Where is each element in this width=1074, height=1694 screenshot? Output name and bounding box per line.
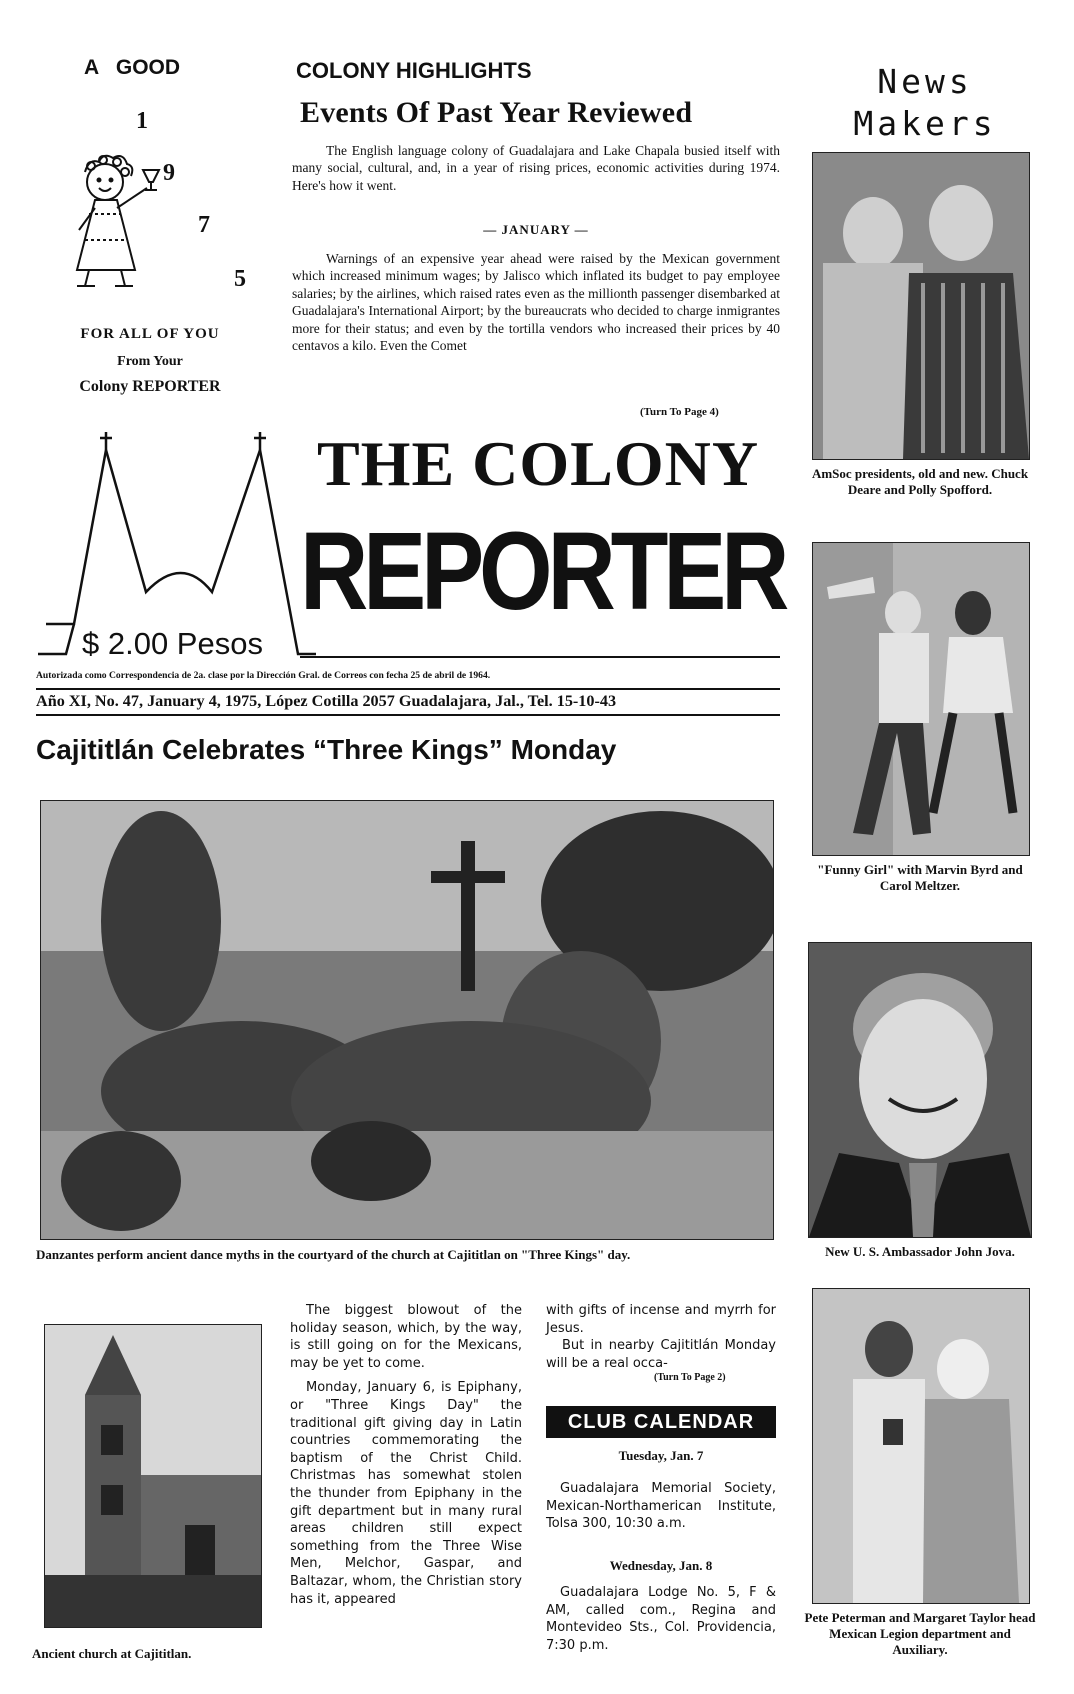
highlights-jump[interactable]: (Turn To Page 4) xyxy=(640,406,719,418)
highlights-kicker: COLONY HIGHLIGHTS xyxy=(296,58,532,83)
highlights-headline: Events Of Past Year Reviewed xyxy=(300,96,693,129)
lead-headline: Cajititlán Celebrates “Three Kings” Monday xyxy=(36,734,617,765)
funny-girl-photo xyxy=(812,542,1030,856)
calendar-item-2-text: Guadalajara Lodge No. 5, F & AM, called com., Regina and Montevideo Sts., Col. Providencia, 7:30 p.m. xyxy=(546,1585,776,1653)
year-digit-1: 1 xyxy=(136,108,148,134)
highlights-intro-text: The English language colony of Guadalajara and Lake Chapala busied itself with many social, cultural, and, in a year of rising prices, economic activities during 1974. Here's how it went. xyxy=(292,143,780,193)
news-maker-caption-4: Pete Peterman and Margaret Taylor head Mexican Legion department and Auxiliary. xyxy=(804,1610,1036,1657)
colony-reporter-greeting: Colony REPORTER xyxy=(79,378,221,395)
news-maker-caption-2: "Funny Girl" with Marvin Byrd and Carol Meltzer. xyxy=(817,862,1023,893)
masthead-rule xyxy=(300,656,780,658)
news-makers-title-2: Makers xyxy=(853,104,997,143)
highlights-month: — JANUARY — xyxy=(483,222,589,237)
good-year-heading: A GOOD xyxy=(84,56,181,79)
lead-column-2 xyxy=(546,1302,776,1372)
masthead-line2: REPORTER xyxy=(300,510,785,633)
dateline-rule-bottom xyxy=(36,714,780,716)
for-all-of-you: FOR ALL OF YOU xyxy=(80,326,220,342)
lead-para-1: The biggest blowout of the holiday season, which, by the way, is still going on for the Mexicans, may be yet to come. xyxy=(290,1303,522,1371)
lead-jump[interactable]: (Turn To Page 2) xyxy=(654,1372,726,1383)
price-label: $ 2.00 Pesos xyxy=(82,626,263,661)
lead-para-2: Monday, January 6, is Epiphany, or "Three Kings Day" the traditional gift giving day in Latin countries commemorating the baptism of the Christ Child. Christmas has somewhat stolen the thunder from Epiphany in the gift department but in many rural areas children still expect something from the Three Wise Men, Melchor, Gaspar, and Baltazar, whom, the Christian story has it, appeared xyxy=(290,1380,522,1607)
dancers-photo xyxy=(40,800,774,1240)
dateline: Año XI, No. 47, January 4, 1975, López Cotilla 2057 Guadalajara, Jal., Tel. 15-10-43 xyxy=(36,692,617,710)
church-caption: Ancient church at Cajititlan. xyxy=(32,1646,192,1661)
church-photo xyxy=(44,1324,262,1628)
postal-authorization: Autorizada como Correspondencia de 2a. clase por la Dirección Gral. de Correos con fecha 25 de abril de 1964. xyxy=(36,670,491,681)
calendar-item-1 xyxy=(546,1480,776,1533)
club-calendar-title: CLUB CALENDAR xyxy=(567,1411,755,1433)
year-digit-9: 9 xyxy=(163,160,175,186)
masthead-line1: THE COLONY xyxy=(316,428,760,499)
highlights-intro xyxy=(292,142,780,194)
dancers-caption: Danzantes perform ancient dance myths in the courtyard of the church at Cajititlan on "Three Kings" day. xyxy=(36,1247,631,1262)
dateline-rule-top xyxy=(36,688,780,690)
calendar-day-1: Tuesday, Jan. 7 xyxy=(618,1448,704,1463)
highlights-body xyxy=(292,250,780,354)
news-maker-caption-1: AmSoc presidents, old and new. Chuck Deare and Polly Spofford. xyxy=(811,466,1029,497)
cherub-toast-illustration xyxy=(55,150,185,300)
from-your: From Your xyxy=(117,354,183,369)
lead-para-3: with gifts of incense and myrrh for Jesus. xyxy=(546,1303,776,1336)
club-calendar-banner xyxy=(546,1406,776,1438)
news-maker-caption-3: New U. S. Ambassador John Jova. xyxy=(825,1244,1015,1259)
calendar-item-2 xyxy=(546,1584,776,1654)
lead-para-4: But in nearby Cajititlán Monday will be a real occa- xyxy=(546,1338,776,1371)
calendar-day-2: Wednesday, Jan. 8 xyxy=(609,1558,713,1573)
year-digit-7: 7 xyxy=(198,212,210,238)
calendar-item-1-text: Guadalajara Memorial Society, Mexican-Northamerican Institute, Tolsa 300, 10:30 a.m. xyxy=(546,1481,776,1532)
ambassador-photo xyxy=(808,942,1032,1238)
highlights-body-text: Warnings of an expensive year ahead were raised by the Mexican government which increased minimum wages; by Jalisco which inflated its budget to pay employee salaries; by the airlines, which raised rates even as the millionth passenger disembarked at Guadalajara's International Airport; by the bureaucrats who decided to charge inmigrantes more for their status; and even by the tortilla vendors who increased their prices by 40 centavos a kilo. Even the Comet xyxy=(292,251,780,354)
lead-column-1 xyxy=(290,1302,522,1608)
year-digit-5: 5 xyxy=(234,266,246,292)
amsoc-presidents-photo xyxy=(812,152,1030,460)
news-makers-title-1: News xyxy=(877,62,973,101)
legion-heads-photo xyxy=(812,1288,1030,1604)
